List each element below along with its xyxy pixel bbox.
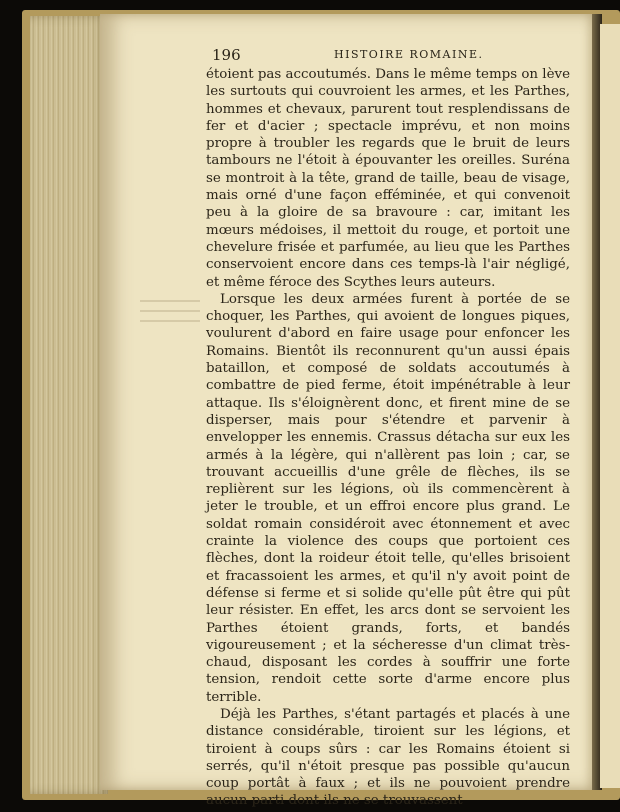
running-title: HISTOIRE ROMAINE.: [334, 48, 484, 61]
bleed-through-marks: [140, 300, 200, 340]
facing-page-edge: [600, 24, 620, 788]
paragraph-continuation: étoient pas accoutumés. Dans le même temps on lève les surtouts qui couvroient les armes, et les Parthes, hommes et chevaux, parurent tout resplendissans de fer et d'acier ; spectacle imprévu, et non moins propre à troubler les regards que le bruit de leurs tambours ne l'étoit à épouvanter les oreilles. Suréna se montroit à la tête, grand de taille, beau de visage, mais orné d'une façon efféminée, et qui convenoit peu à la gloire de sa bravoure : car, imitant les mœurs médoises, il mettoit du rouge, et portoit une chevelure frisée et parfumée, au lieu que les Parthes conservoient encore dans ces temps-là l'air négligé, et même féroce des Scythes leurs auteurs.: [206, 67, 570, 290]
paragraph: Déjà les Parthes, s'étant partagés et placés à une distance considérable, tiroient sur les légions, et tiroient à coups sûrs : car les Romains étoient si serrés, qu'il n'étoit presque pas possible qu'aucun coup portât à faux ; et ils ne pouvoient prendre aucun parti dont ils ne se trouvassent: [206, 706, 570, 809]
paragraph: Lorsque les deux armées furent à portée de se choquer, les Parthes, qui avoient de longues piques, voulurent d'abord en faire usage pour enfoncer les Romains. Bientôt ils reconnurent qu'un aussi épais bataillon, et composé de soldats accoutumés à combattre de pied ferme, étoit impénétrable à leur attaque. Ils s'éloignèrent donc, et firent mine de se disperser, mais pour s'étendre et parvenir à envelopper les ennemis. Crassus détacha sur eux les armés à la légère, qui n'allèrent pas loin ; car, se trouvant accueillis d'une grêle de flèches, ils se replièrent sur les légions, où ils commencèrent à jeter le trouble, et un effroi encore plus grand. Le soldat romain considéroit avec étonnement et avec crainte la violence des coups que portoient ces flèches, dont la roideur étoit telle, qu'elles brisoient et fracassoient les armes, et qu'il n'y avoit point de défense si ferme et si solide qu'elle pût être qui pût leur résister. En effet, les arcs dont se servoient les Parthes étoient grands, forts, et bandés vigoureusement ; et la sécheresse d'un climat très-chaud, disposant les cordes à souffrir une forte tension, rendoit cette sorte d'arme encore plus terrible.: [206, 291, 570, 705]
page-number: 196: [212, 46, 241, 64]
page-edges: [30, 16, 108, 794]
page-header: [212, 46, 570, 66]
body-text: [206, 66, 570, 810]
